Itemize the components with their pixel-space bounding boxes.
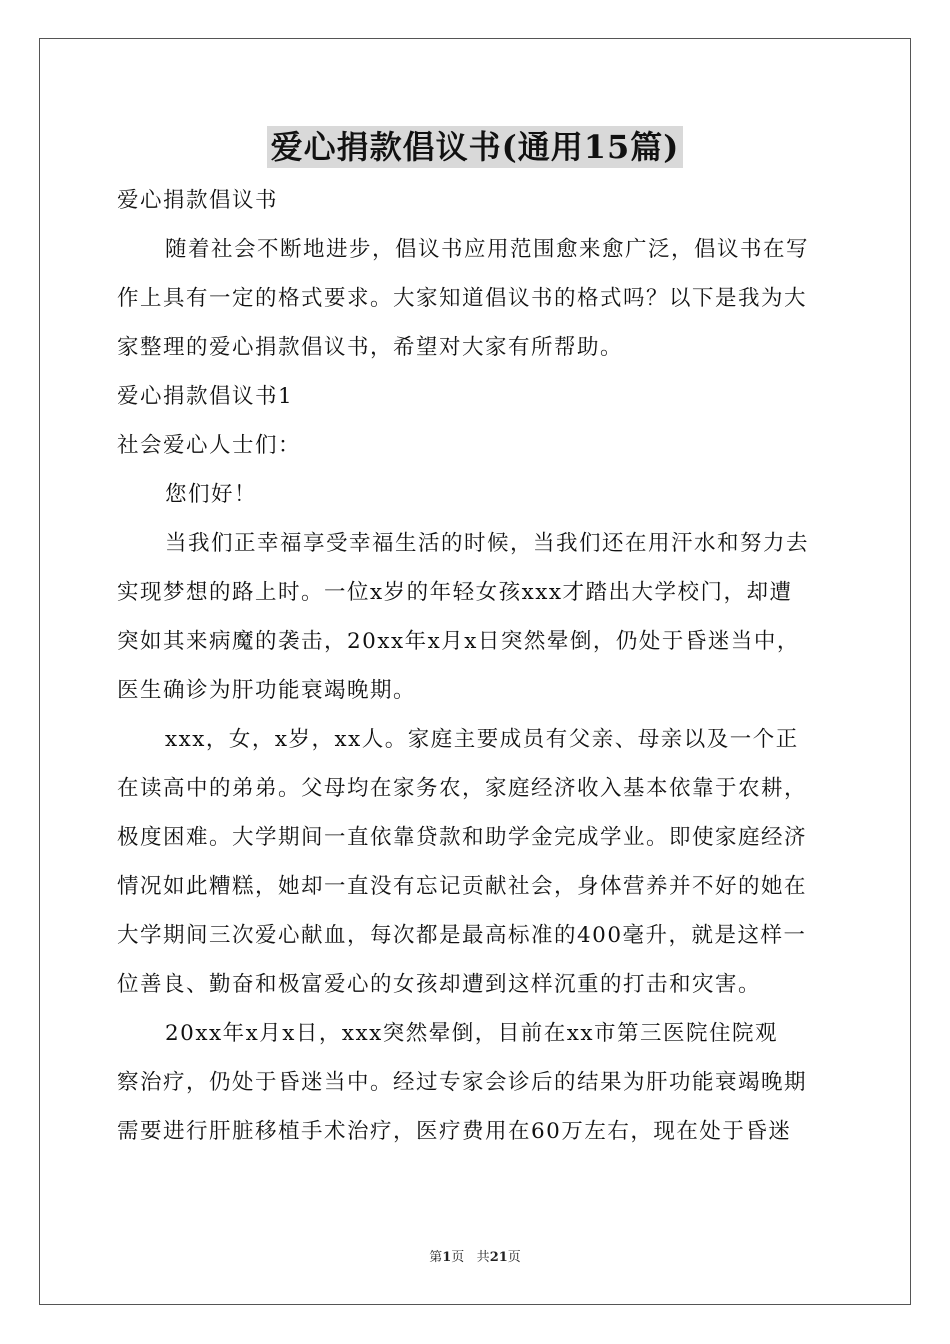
text-line: 察治疗，仍处于昏迷当中。经过专家会诊后的结果为肝功能衰竭晚期	[117, 1070, 808, 1095]
text-line: 位善良、勤奋和极富爱心的女孩却遭到这样沉重的打击和灾害。	[117, 972, 762, 997]
text-line: 当我们正幸福享受幸福生活的时候，当我们还在用汗水和努力去	[165, 531, 810, 556]
text-line: 大学期间三次爱心献血，每次都是最高标准的400毫升，就是这样一	[117, 923, 807, 948]
text-line: 20xx年x月x日，xxx突然晕倒，目前在xx市第三医院住院观	[165, 1021, 778, 1046]
total-prefix: 共	[476, 1250, 490, 1265]
document-body	[117, 176, 837, 1156]
text-line: 情况如此糟糕，她却一直没有忘记贡献社会，身体营养并不好的她在	[117, 874, 808, 899]
text-line: 实现梦想的路上时。一位x岁的年轻女孩xxx才踏出大学校门，却遭	[117, 580, 793, 605]
title-container	[0, 126, 950, 168]
text-line: 家整理的爱心捐款倡议书，希望对大家有所帮助。	[117, 335, 624, 360]
text-line: 作上具有一定的格式要求。大家知道倡议书的格式吗？以下是我为大	[117, 286, 808, 311]
salutation: 社会爱心人士们：	[117, 433, 302, 458]
document-title: 爱心捐款倡议书(通用15篇)	[267, 126, 684, 168]
text-line: 医生确诊为肝功能衰竭晚期。	[117, 678, 417, 703]
total-suffix: 页	[507, 1250, 521, 1265]
section-heading: 爱心捐款倡议书1	[117, 384, 294, 409]
text-line: 需要进行肝脏移植手术治疗，医疗费用在60万左右，现在处于昏迷	[117, 1119, 792, 1144]
text-line: 爱心捐款倡议书	[117, 188, 279, 213]
page-prefix: 第	[429, 1250, 443, 1265]
text-line: 随着社会不断地进步，倡议书应用范围愈来愈广泛，倡议书在写	[165, 237, 810, 262]
greeting: 您们好！	[165, 482, 258, 507]
text-line: 在读高中的弟弟。父母均在家务农，家庭经济收入基本依靠于农耕，	[117, 776, 808, 801]
page-footer	[0, 1246, 950, 1265]
page-suffix: 页	[451, 1250, 465, 1265]
text-line: 突如其来病魔的袭击，20xx年x月x日突然晕倒，仍处于昏迷当中，	[117, 629, 800, 654]
text-line: 极度困难。大学期间一直依靠贷款和助学金完成学业。即使家庭经济	[117, 825, 808, 850]
total-pages: 21	[489, 1250, 508, 1265]
text-line: xxx，女，x岁，xx人。家庭主要成员有父亲、母亲以及一个正	[165, 727, 799, 752]
page-number: 1	[442, 1250, 452, 1265]
